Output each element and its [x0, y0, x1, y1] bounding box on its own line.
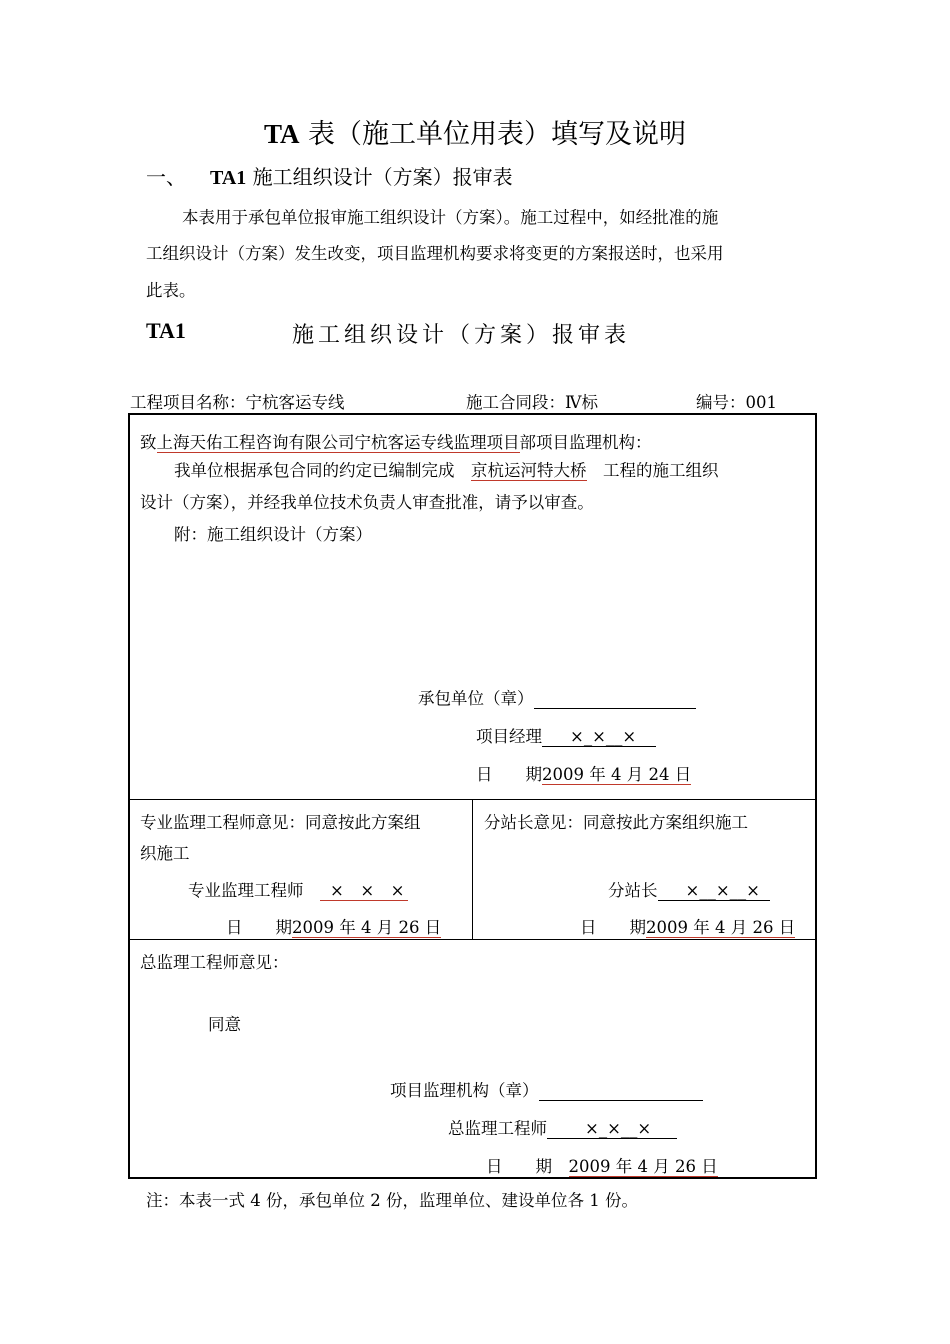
chief-engineer-signature: 总监理工程师 ×_×__×	[448, 1115, 677, 1139]
engineer-signature: 专业监理工程师 × × ×	[188, 877, 408, 901]
table-name: 施工组织设计（方案）报审表	[292, 323, 631, 348]
date-engineer: 日 期2009 年 4 月 26 日	[226, 918, 442, 937]
intro-line-1: 本表用于承包单位报审施工组织设计（方案）。施工过程中，如经批准的施	[182, 208, 719, 227]
footnote: 注：本表一式 4 份，承包单位 2 份，监理单位、建设单位各 1 份。	[146, 1191, 638, 1210]
approval-form	[128, 413, 817, 1179]
substation-signature: 分站长 ×__×__×	[608, 877, 770, 901]
contractor-seal: 承包单位（章）	[418, 685, 696, 709]
contract-section: 施工合同段：Ⅳ标	[466, 393, 598, 412]
chief-opinion-text: 同意	[208, 1015, 241, 1034]
engineer-opinion: 专业监理工程师意见：同意按此方案组	[140, 813, 421, 832]
section-heading: 一、 TA1 施工组织设计（方案）报审表	[146, 165, 513, 189]
engineer-opinion-cont: 织施工	[140, 844, 190, 863]
column-divider	[472, 799, 473, 939]
substation-opinion: 分站长意见：同意按此方案组织施工	[484, 813, 748, 832]
chief-opinion: 总监理工程师意见：	[140, 953, 289, 972]
intro-line-3: 此表。	[146, 281, 196, 300]
project-name: 工程项目名称：宁杭客运专线	[130, 393, 345, 412]
date-contractor: 日 期2009 年 4 月 24 日	[476, 765, 692, 784]
body-line-2: 设计（方案），并经我单位技术负责人审查批准，请予以审查。	[140, 493, 594, 512]
date-substation: 日 期2009 年 4 月 26 日	[580, 918, 796, 937]
project-manager: 项目经理 ×_×__×	[476, 723, 656, 747]
table-code: TA1	[146, 318, 186, 343]
addressee: 致上海天佑工程咨询有限公司宁杭客运专线监理项目部项目监理机构：	[140, 433, 652, 452]
body-line-1: 我单位根据承包合同的约定已编制完成 京杭运河特大桥 工程的施工组织	[174, 461, 719, 480]
date-chief: 日 期 2009 年 4 月 26 日	[486, 1157, 718, 1176]
page-title: TA 表（施工单位用表）填写及说明	[263, 119, 687, 150]
intro-line-2: 工组织设计（方案）发生改变，项目监理机构要求将变更的方案报送时，也采用	[146, 244, 724, 263]
row-divider-2	[130, 939, 815, 940]
form-number: 编号：001	[696, 393, 777, 412]
attachment-line: 附：施工组织设计（方案）	[174, 525, 372, 544]
supervision-seal: 项目监理机构（章）	[390, 1077, 703, 1101]
